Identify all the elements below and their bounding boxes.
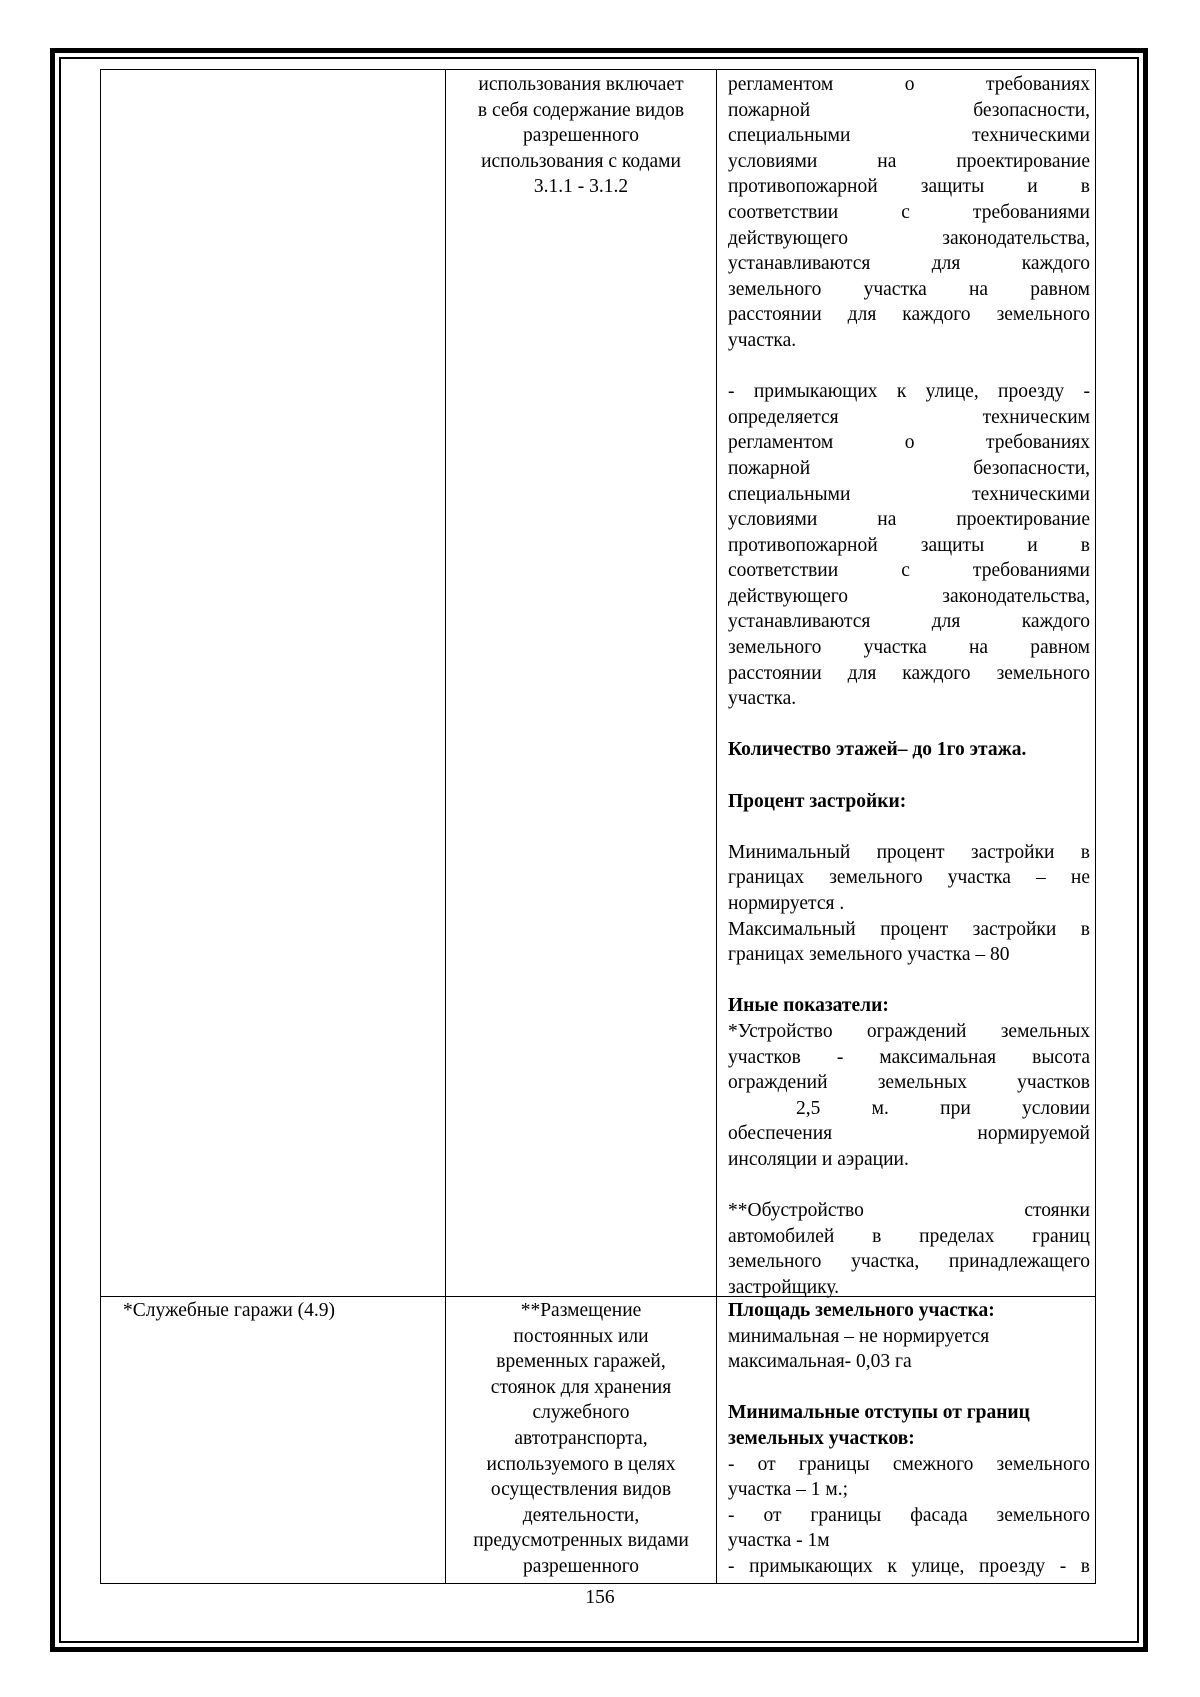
text-line: автомобилей в пределах границ bbox=[728, 1225, 1090, 1247]
text-line: регламентом о требованиях bbox=[728, 432, 1090, 454]
text-line: границах земельного участка – 80 bbox=[728, 944, 1010, 966]
text-line: пожарной безопасности, bbox=[728, 99, 1090, 121]
text-line: осуществления видов bbox=[490, 1479, 672, 1501]
text-line: использования с кодами bbox=[481, 150, 681, 172]
text-line: специальными техническими bbox=[728, 483, 1090, 505]
text-line: условиями на проектирование bbox=[728, 509, 1090, 531]
text-line: пожарной безопасности, bbox=[728, 457, 1090, 479]
text-line: максимальная- 0,03 га bbox=[728, 1351, 912, 1373]
text-line: **Размещение bbox=[520, 1300, 642, 1321]
text-line: обеспечения нормируемой bbox=[728, 1123, 1090, 1145]
text-line: 2,5 м. при условии bbox=[796, 1097, 1090, 1119]
text-line: - примыкающих к улице, проезду - в bbox=[728, 1555, 1090, 1577]
text-line: ограждений земельных участков bbox=[728, 1072, 1090, 1094]
text-line: земельного участка на равном bbox=[728, 278, 1090, 300]
text-line: постоянных или bbox=[513, 1325, 649, 1347]
text-line: служебного bbox=[532, 1402, 630, 1424]
row1-parameters bbox=[728, 72, 1090, 1301]
text-line: границах земельного участка – не bbox=[728, 867, 1090, 889]
row2-parameters bbox=[728, 1298, 1090, 1580]
text-line: автотранспорта, bbox=[514, 1427, 648, 1449]
other-indicators-heading: Иные показатели: bbox=[728, 995, 889, 1017]
setbacks-heading: Минимальные отступы от границ bbox=[728, 1402, 1030, 1424]
text-line: разрешенного bbox=[522, 1555, 640, 1577]
text-line: специальными техническими bbox=[728, 125, 1090, 147]
row1-use-description bbox=[449, 72, 713, 200]
row2-use-description bbox=[449, 1298, 713, 1580]
text-line: 3.1.1 - 3.1.2 bbox=[533, 176, 629, 198]
text-line: Максимальный процент застройки в bbox=[728, 918, 1090, 940]
regulations-table bbox=[100, 69, 1096, 1584]
text-line: застройщику. bbox=[728, 1276, 840, 1298]
text-line: нормируется . bbox=[728, 893, 845, 914]
text-line: временных гаражей, bbox=[496, 1351, 666, 1373]
text-line: условиями на проектирование bbox=[728, 150, 1090, 172]
building-percent-heading: Процент застройки: bbox=[728, 790, 907, 812]
text-line: расстоянии для каждого земельного bbox=[728, 304, 1090, 326]
text-line: участка. bbox=[728, 329, 797, 351]
text-line: земельного участка, принадлежащего bbox=[728, 1251, 1090, 1273]
text-line: *Устройство ограждений земельных bbox=[728, 1020, 1090, 1042]
text-line: участков - максимальная высота bbox=[728, 1046, 1090, 1068]
text-line: соответствии с требованиями bbox=[728, 201, 1090, 223]
row2-use-type: *Служебные гаражи (4.9) bbox=[123, 1300, 336, 1321]
text-line: устанавливаются для каждого bbox=[728, 253, 1090, 275]
text-line: стоянок для хранения bbox=[490, 1376, 672, 1398]
text-line: - примыкающих к улице, проезду - bbox=[728, 381, 1090, 403]
text-line: действующего законодательства, bbox=[728, 585, 1090, 607]
text-line: расстоянии для каждого земельного bbox=[728, 662, 1090, 684]
text-line: **Обустройство стоянки bbox=[728, 1200, 1090, 1222]
area-heading: Площадь земельного участка: bbox=[728, 1300, 995, 1321]
page-number: 156 bbox=[585, 1587, 615, 1608]
text-line: участка – 1 м.; bbox=[728, 1479, 848, 1501]
setbacks-heading: земельных участков: bbox=[728, 1427, 915, 1449]
text-line: Минимальный процент застройки в bbox=[728, 841, 1090, 863]
floors-heading: Количество этажей– до 1го этажа. bbox=[728, 739, 1027, 761]
text-line: действующего законодательства, bbox=[728, 227, 1090, 249]
text-line: соответствии с требованиями bbox=[728, 560, 1090, 582]
text-line: участка - 1м bbox=[728, 1530, 830, 1552]
text-line: регламентом о требованиях bbox=[728, 74, 1090, 95]
text-line: использования включает bbox=[478, 74, 684, 95]
text-line: определяется техническим bbox=[728, 406, 1090, 428]
text-line: земельного участка на равном bbox=[728, 637, 1090, 659]
text-line: инсоляции и аэрации. bbox=[728, 1148, 909, 1170]
column-divider-1 bbox=[445, 70, 446, 1583]
text-line: минимальная – не нормируется bbox=[728, 1325, 990, 1347]
text-line: противопожарной защиты и в bbox=[728, 534, 1090, 556]
text-line: разрешенного bbox=[522, 125, 640, 147]
text-line: участка. bbox=[728, 688, 797, 710]
text-line: используемого в целях bbox=[486, 1453, 676, 1475]
text-line: в себя содержание видов bbox=[477, 99, 685, 121]
text-line: - от границы смежного земельного bbox=[728, 1453, 1090, 1475]
text-line: деятельности, bbox=[522, 1504, 640, 1526]
text-line: устанавливаются для каждого bbox=[728, 611, 1090, 633]
text-line: предусмотренных видами bbox=[473, 1530, 689, 1552]
text-line: противопожарной защиты и в bbox=[728, 176, 1090, 198]
text-line: - от границы фасада земельного bbox=[728, 1504, 1090, 1526]
column-divider-2 bbox=[716, 70, 717, 1583]
